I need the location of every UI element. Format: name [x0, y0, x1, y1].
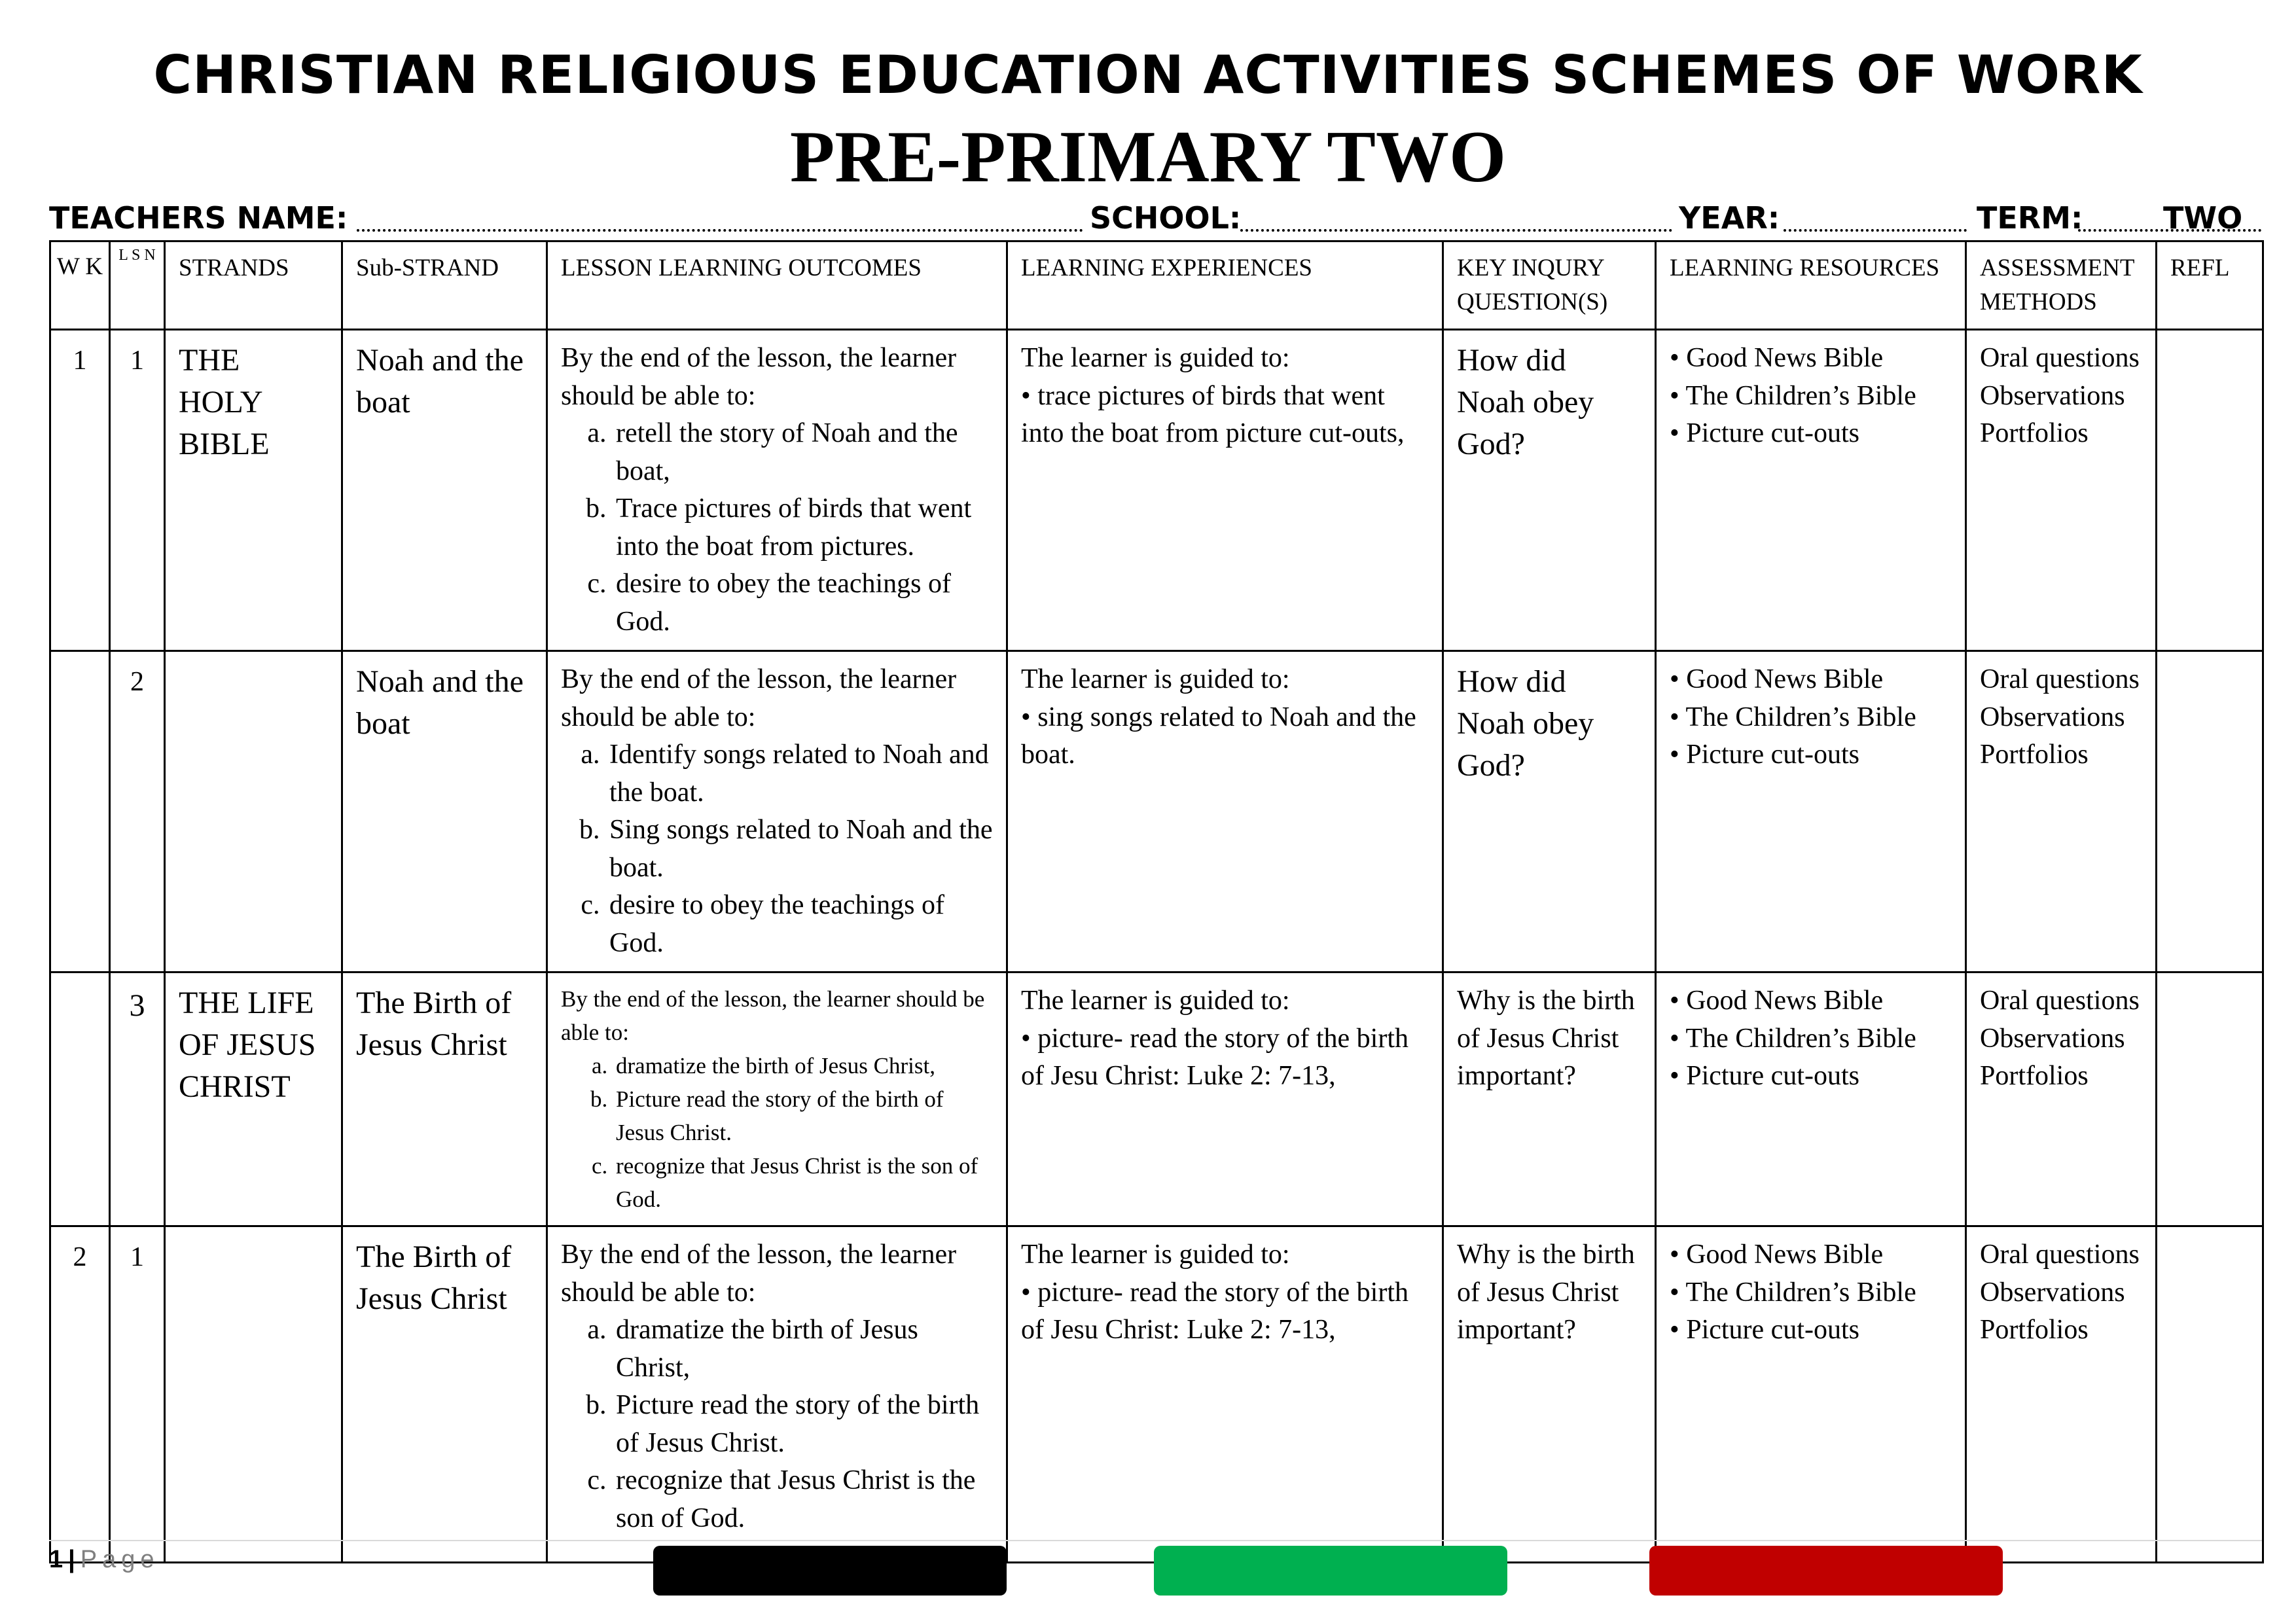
experiences-cell — [1007, 651, 1443, 972]
outcomes-cell — [547, 330, 1007, 651]
refl-cell[interactable] — [2157, 972, 2263, 1226]
outcome-item: b. Picture read the story of the birth of Jesus Christ. — [613, 1082, 993, 1149]
refl-cell[interactable] — [2157, 651, 2263, 972]
assessment-item: Oral questions — [1980, 343, 2140, 373]
outcome-item: b. Trace pictures of birds that went into the boat from pictures. — [613, 490, 993, 565]
teacher-name-field[interactable] — [357, 229, 1083, 232]
assessment-item: Observations — [1980, 380, 2125, 411]
assessment-item: Observations — [1980, 1023, 2125, 1054]
experience-item: • sing songs related to Noah and the boat. — [1021, 702, 1416, 770]
outcome-item: a. dramatize the birth of Jesus Christ, — [613, 1049, 993, 1082]
experience-item: • picture- read the story of the birth of Jesu Christ: Luke 2: 7-13, — [1021, 1277, 1408, 1345]
header-wk: W K — [50, 241, 110, 330]
outcome-intro: By the end of the lesson, the learner should be able to: — [561, 986, 985, 1045]
header-inquiry: KEY INQURY QUESTION(S) — [1443, 241, 1656, 330]
lsn-cell: 3 — [110, 972, 165, 1226]
assessment-item: Oral questions — [1980, 986, 2140, 1016]
resource-item: • The Children’s Bible — [1670, 702, 1916, 732]
lsn-cell: 1 — [110, 1226, 165, 1563]
outcome-item: a. dramatize the birth of Jesus Christ, — [613, 1311, 993, 1387]
outcome-intro: By the end of the lesson, the learner should be able to: — [561, 343, 957, 411]
outcome-intro: By the end of the lesson, the learner should be able to: — [561, 664, 957, 732]
resource-item: • Good News Bible — [1670, 664, 1884, 694]
outcome-item: c. desire to obey the teachings of God. — [613, 565, 993, 641]
teacher-name-label: TEACHERS NAME: — [49, 200, 348, 236]
teacher-info-row — [49, 200, 2243, 240]
wk-cell — [50, 972, 110, 1226]
year-field[interactable] — [1784, 229, 1967, 232]
assessment-item: Oral questions — [1980, 664, 2140, 694]
header-resources: LEARNING RESOURCES — [1656, 241, 1966, 330]
table-row — [50, 972, 2263, 1226]
outcome-list — [561, 736, 993, 962]
resource-item: • The Children’s Bible — [1670, 1277, 1916, 1308]
resources-cell — [1656, 651, 1966, 972]
outcome-item: b. Picture read the story of the birth of Jesus Christ. — [613, 1387, 993, 1462]
resources-cell — [1656, 1226, 1966, 1563]
outcome-item: c. desire to obey the teachings of God. — [607, 887, 993, 962]
term-value: TWO — [2163, 200, 2243, 236]
resources-cell — [1656, 972, 1966, 1226]
outcome-list — [561, 415, 993, 641]
year-label: YEAR: — [1679, 200, 1780, 236]
experiences-cell — [1007, 972, 1443, 1226]
substrand-cell: Noah and the boat — [342, 330, 547, 651]
resource-item: • Good News Bible — [1670, 986, 1884, 1016]
resource-item: • Good News Bible — [1670, 343, 1884, 373]
footer-bar-black — [653, 1546, 1007, 1596]
document-title: CHRISTIAN RELIGIOUS EDUCATION ACTIVITIES SCHEMES OF WORK — [153, 45, 2143, 105]
outcome-list — [561, 1049, 993, 1216]
header-experiences: LEARNING EXPERIENCES — [1007, 241, 1443, 330]
footer-divider — [49, 1540, 2262, 1541]
header-strands: STRANDS — [165, 241, 342, 330]
table-row — [50, 1226, 2263, 1563]
page-number — [49, 1546, 160, 1574]
wk-cell — [50, 651, 110, 972]
resource-item: • The Children’s Bible — [1670, 1023, 1916, 1054]
experience-intro: The learner is guided to: — [1021, 986, 1290, 1016]
experience-item: • picture- read the story of the birth of Jesu Christ: Luke 2: 7-13, — [1021, 1023, 1408, 1091]
footer-bar-green — [1154, 1546, 1507, 1596]
document-subtitle: PRE-PRIMARY TWO — [789, 116, 1507, 198]
assessment-item: Observations — [1980, 702, 2125, 732]
header-row — [50, 241, 2263, 330]
lsn-cell: 2 — [110, 651, 165, 972]
outcome-item: c. recognize that Jesus Christ is the son of God. — [613, 1149, 993, 1216]
table-row — [50, 651, 2263, 972]
resource-item: • Picture cut-outs — [1670, 740, 1859, 770]
experience-intro: The learner is guided to: — [1021, 343, 1290, 373]
resource-list — [1670, 340, 1952, 453]
inquiry-cell: Why is the birth of Jesus Christ important? — [1443, 1226, 1656, 1563]
outcome-item: a. Identify songs related to Noah and the boat. — [607, 736, 993, 812]
resource-item: • Picture cut-outs — [1670, 418, 1859, 448]
experiences-cell — [1007, 1226, 1443, 1563]
page-word: Page — [80, 1546, 160, 1573]
term-label: TERM: — [1977, 200, 2083, 236]
resource-list — [1670, 982, 1952, 1096]
wk-cell: 1 — [50, 330, 110, 651]
experience-intro: The learner is guided to: — [1021, 1240, 1290, 1270]
outcome-item: a. retell the story of Noah and the boat, — [613, 415, 993, 490]
page-number-value: 1 — [49, 1546, 63, 1573]
outcome-list — [561, 1311, 993, 1537]
scheme-table — [49, 240, 2264, 1563]
inquiry-cell: How did Noah obey God? — [1443, 651, 1656, 972]
header-lsn: L S N — [110, 241, 165, 330]
header-refl: REFL — [2157, 241, 2263, 330]
outcomes-cell — [547, 972, 1007, 1226]
substrand-cell: The Birth of Jesus Christ — [342, 972, 547, 1226]
strand-cell — [165, 651, 342, 972]
assessment-cell — [1966, 651, 2157, 972]
outcome-item: c. recognize that Jesus Christ is the son of God. — [613, 1462, 993, 1537]
outcome-intro: By the end of the lesson, the learner should be able to: — [561, 1240, 957, 1308]
header-assessment: ASSESSMENT METHODS — [1966, 241, 2157, 330]
refl-cell[interactable] — [2157, 1226, 2263, 1563]
assessment-item: Observations — [1980, 1277, 2125, 1308]
refl-cell[interactable] — [2157, 330, 2263, 651]
table-row — [50, 330, 2263, 651]
wk-cell: 2 — [50, 1226, 110, 1563]
page-separator: | — [68, 1546, 75, 1573]
outcomes-cell — [547, 651, 1007, 972]
substrand-cell: The Birth of Jesus Christ — [342, 1226, 547, 1563]
header-substrand: Sub-STRAND — [342, 241, 547, 330]
assessment-item: Portfolios — [1980, 1315, 2089, 1345]
resources-cell — [1656, 330, 1966, 651]
resource-item: • Picture cut-outs — [1670, 1061, 1859, 1091]
resource-list — [1670, 1236, 1952, 1349]
header-outcomes: LESSON LEARNING OUTCOMES — [547, 241, 1007, 330]
school-label: SCHOOL: — [1090, 200, 1242, 236]
experience-intro: The learner is guided to: — [1021, 664, 1290, 694]
assessment-item: Portfolios — [1980, 740, 2089, 770]
inquiry-cell: Why is the birth of Jesus Christ important? — [1443, 972, 1656, 1226]
resource-list — [1670, 661, 1952, 774]
strand-cell — [165, 1226, 342, 1563]
school-field[interactable] — [1240, 229, 1672, 232]
strand-cell: THE LIFE OF JESUS CHRIST — [165, 972, 342, 1226]
substrand-cell: Noah and the boat — [342, 651, 547, 972]
assessment-item: Portfolios — [1980, 1061, 2089, 1091]
assessment-cell — [1966, 330, 2157, 651]
experiences-cell — [1007, 330, 1443, 651]
lsn-cell: 1 — [110, 330, 165, 651]
assessment-cell — [1966, 1226, 2157, 1563]
experience-item: • trace pictures of birds that went into the boat from picture cut-outs, — [1021, 380, 1405, 448]
assessment-cell — [1966, 972, 2157, 1226]
resource-item: • The Children’s Bible — [1670, 380, 1916, 411]
resource-item: • Picture cut-outs — [1670, 1315, 1859, 1345]
footer-bar-red — [1649, 1546, 2003, 1596]
assessment-item: Oral questions — [1980, 1240, 2140, 1270]
outcome-item: b. Sing songs related to Noah and the boat. — [607, 812, 993, 887]
assessment-item: Portfolios — [1980, 418, 2089, 448]
strand-cell: THE HOLY BIBLE — [165, 330, 342, 651]
outcomes-cell — [547, 1226, 1007, 1563]
resource-item: • Good News Bible — [1670, 1240, 1884, 1270]
inquiry-cell: How did Noah obey God? — [1443, 330, 1656, 651]
